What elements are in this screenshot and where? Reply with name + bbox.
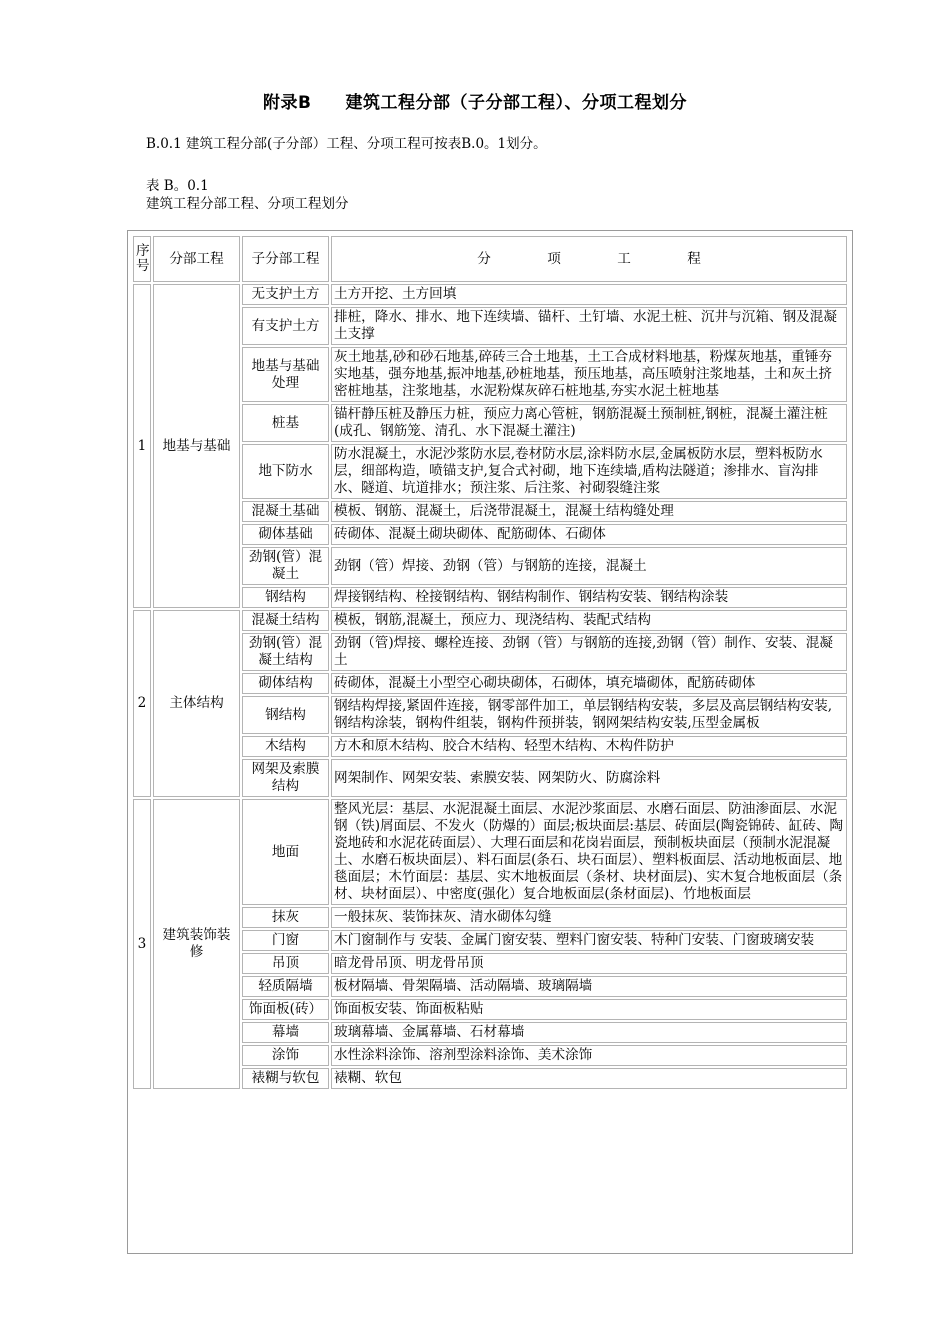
subdivision-name: 木结构 <box>242 736 329 757</box>
subdivision-name: 地面 <box>242 799 329 905</box>
work-items: 玻璃幕墙、金属幕墙、石材幕墙 <box>331 1022 847 1043</box>
table-row <box>133 347 847 402</box>
table-row <box>133 1022 847 1043</box>
table-row <box>133 524 847 545</box>
page-title <box>0 88 950 113</box>
table-row <box>133 759 847 797</box>
header-no: 序号 <box>133 236 151 282</box>
subdivision-name: 抹灰 <box>242 907 329 928</box>
subdivision-name: 劲钢(管）混凝土结构 <box>242 633 329 671</box>
table-row <box>133 999 847 1020</box>
appendix-label: 附录B <box>263 93 312 113</box>
division-name: 主体结构 <box>153 610 240 797</box>
work-items: 排桩，降水、排水、地下连续墙、锚杆、土钉墙、水泥土桩、沉井与沉箱、钢及混凝土支撑 <box>331 307 847 345</box>
table-row <box>133 930 847 951</box>
table-row <box>133 610 847 631</box>
work-items: 方木和原木结构、胶合木结构、轻型木结构、木构件防护 <box>331 736 847 757</box>
header-row <box>133 236 847 282</box>
work-items: 模板、钢筋、混凝土，后浇带混凝土，混凝土结构缝处理 <box>331 501 847 522</box>
work-items: 防水混凝土，水泥沙浆防水层,卷材防水层,涂料防水层,金属板防水层，塑料板防水层，细部构造，喷锚支护,复合式衬砌，地下连续墙,盾构法隧道；渗排水、盲沟排水、隧道、坑道排水；预注浆、后注浆、衬砌裂缝注浆 <box>331 444 847 499</box>
work-items: 裱糊、软包 <box>331 1068 847 1089</box>
table-row <box>133 953 847 974</box>
subdivision-name: 轻质隔墙 <box>242 976 329 997</box>
work-items: 锚杆静压桩及静压力桩，预应力离心管桩，钢筋混凝土预制桩,钢桩，混凝土灌注桩(成孔、钢筋笼、清孔、水下混凝土灌注) <box>331 404 847 442</box>
division-table <box>131 234 849 1091</box>
table-row <box>133 1068 847 1089</box>
subdivision-name: 砌体基础 <box>242 524 329 545</box>
table-row <box>133 547 847 585</box>
table-row <box>133 501 847 522</box>
division-name: 建筑装饰装修 <box>153 799 240 1089</box>
work-items: 水性涂料涂饰、溶剂型涂料涂饰、美术涂饰 <box>331 1045 847 1066</box>
work-items: 劲钢（管)焊接、螺栓连接、劲钢（管）与钢筋的连接,劲钢（管）制作、安装、混凝土 <box>331 633 847 671</box>
table-row <box>133 673 847 694</box>
table-row <box>133 736 847 757</box>
subdivision-name: 涂饰 <box>242 1045 329 1066</box>
appendix-title: 建筑工程分部（子分部工程）、分项工程划分 <box>345 93 687 113</box>
table-row <box>133 587 847 608</box>
subdivision-name: 吊顶 <box>242 953 329 974</box>
work-items: 一般抹灰、装饰抹灰、清水砌体勾缝 <box>331 907 847 928</box>
table-number: 表 B。0.1 <box>146 178 209 194</box>
subdivision-name: 地基与基础处理 <box>242 347 329 402</box>
work-items: 木门窗制作与 安装、金属门窗安装、塑料门窗安装、特种门安装、门窗玻璃安装 <box>331 930 847 951</box>
table-row <box>133 799 847 905</box>
subdivision-name: 网架及索膜结构 <box>242 759 329 797</box>
table-row <box>133 307 847 345</box>
work-items: 暗龙骨吊顶、明龙骨吊顶 <box>331 953 847 974</box>
work-items: 焊接钢结构、栓接钢结构、钢结构制作、钢结构安装、钢结构涂装 <box>331 587 847 608</box>
table-row <box>133 907 847 928</box>
table-row <box>133 696 847 734</box>
subdivision-name: 劲钢(管）混凝土 <box>242 547 329 585</box>
header-subdivision: 子分部工程 <box>242 236 329 282</box>
table-row <box>133 976 847 997</box>
group-number: 2 <box>133 610 151 797</box>
work-items: 整风光层：基层、水泥混凝土面层、水泥沙浆面层、水磨石面层、防油渗面层、水泥钢（铁)屑面层、不发火（防爆的）面层;板块面层:基层、砖面层(陶瓷锦砖、缸砖、陶瓷地砖和水泥花砖面层）、大理石面层和花岗岩面层，预制板块面层（预制水泥混凝土、水磨石板块面层）、料石面层(条石、块石面层）、塑料板面层、活动地板面层、地毯面层；木竹面层：基层、实木地板面层（条材、块材面层)、实木复合地板面层（条材、块材面层）、中密度(强化）复合地板面层(条材面层)、竹地板面层 <box>331 799 847 905</box>
subdivision-name: 饰面板(砖） <box>242 999 329 1020</box>
work-items: 砖砌体，混凝土小型空心砌块砌体，石砌体，填充墙砌体，配筋砖砌体 <box>331 673 847 694</box>
header-items-char: 程 <box>687 250 701 267</box>
subdivision-name: 有支护土方 <box>242 307 329 345</box>
table-row <box>133 444 847 499</box>
table-row <box>133 404 847 442</box>
subdivision-name: 钢结构 <box>242 587 329 608</box>
intro-paragraph: B.0.1 建筑工程分部(子分部）工程、分项工程可按表B.0。1划分。 <box>146 136 547 152</box>
table-row <box>133 284 847 305</box>
work-items: 网架制作、网架安装、索膜安装、网架防火、防腐涂料 <box>331 759 847 797</box>
subdivision-name: 混凝土基础 <box>242 501 329 522</box>
header-division: 分部工程 <box>153 236 240 282</box>
division-name: 地基与基础 <box>153 284 240 608</box>
work-items: 灰土地基,砂和砂石地基,碎砖三合土地基，土工合成材料地基，粉煤灰地基，重锤夯实地基，强夯地基,振冲地基,砂桩地基，预压地基，高压喷射注浆地基，土和灰土挤密桩地基，注浆地基，水泥粉煤灰碎石桩地基,夯实水泥土桩地基 <box>331 347 847 402</box>
work-items: 饰面板安装、饰面板粘贴 <box>331 999 847 1020</box>
work-items: 板材隔墙、骨架隔墙、活动隔墙、玻璃隔墙 <box>331 976 847 997</box>
work-items: 砖砌体、混凝土砌块砌体、配筋砌体、石砌体 <box>331 524 847 545</box>
subdivision-name: 幕墙 <box>242 1022 329 1043</box>
table-row <box>133 633 847 671</box>
header-items-char: 工 <box>617 250 631 267</box>
work-items: 劲钢（管）焊接、劲钢（管）与钢筋的连接，混凝土 <box>331 547 847 585</box>
group-number: 3 <box>133 799 151 1089</box>
table-caption: 建筑工程分部工程、分项工程划分 <box>146 196 349 212</box>
work-items: 模板，钢筋,混凝土，预应力、现浇结构、装配式结构 <box>331 610 847 631</box>
subdivision-name: 砌体结构 <box>242 673 329 694</box>
group-number: 1 <box>133 284 151 608</box>
subdivision-name: 无支护土方 <box>242 284 329 305</box>
subdivision-name: 混凝土结构 <box>242 610 329 631</box>
subdivision-name: 钢结构 <box>242 696 329 734</box>
header-items <box>331 236 847 282</box>
subdivision-name: 桩基 <box>242 404 329 442</box>
table-frame <box>127 230 853 1254</box>
work-items: 土方开挖、土方回填 <box>331 284 847 305</box>
header-items-char: 项 <box>547 250 561 267</box>
subdivision-name: 门窗 <box>242 930 329 951</box>
table-row <box>133 1045 847 1066</box>
header-items-char: 分 <box>477 250 491 267</box>
subdivision-name: 裱糊与软包 <box>242 1068 329 1089</box>
subdivision-name: 地下防水 <box>242 444 329 499</box>
work-items: 钢结构焊接,紧固件连接，钢零部件加工，单层钢结构安装，多层及高层钢结构安装,钢结构涂装，钢构件组装，钢构件预拼装，钢网架结构安装,压型金属板 <box>331 696 847 734</box>
